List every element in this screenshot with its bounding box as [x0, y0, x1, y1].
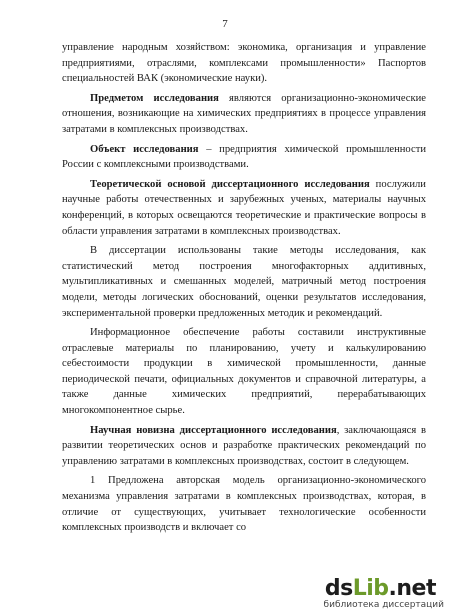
- watermark-subtitle: библиотека диссертаций: [323, 600, 444, 610]
- watermark-logo: [321, 576, 440, 602]
- page-number: 7: [222, 18, 228, 30]
- paragraph-text: послужили научные работы отечественных и зарубежных ученых, материалы научных конференций, в которых освещаются теоретические и практические вопросы в области управления затратами в комплексных производствах.: [62, 178, 426, 237]
- watermark-logo-lib: Lib: [352, 576, 389, 601]
- paragraph: [62, 423, 426, 470]
- paragraph: [62, 177, 426, 239]
- bold-term: Научная новизна диссертационного исследования: [90, 424, 337, 436]
- paragraph: [62, 325, 426, 419]
- paragraph-text: В диссертации использованы такие методы исследования, как статистический метод построения многофакторных аддитивных, мультипликативных и смешанных моделей, матричный метод построения модели, методы логических обоснований, оценки результатов исследования, экспериментальной проверки предложенных методик и рекомендаций.: [62, 245, 426, 319]
- paragraph-text: 1 Предложена авторская модель организационно-экономического механизма управления затратами в комплексных производствах, которая, в отличие от существующих, учитывает технологические особенности комплексных производств и включает со: [62, 475, 426, 534]
- paragraph-text: – предприятия химической промышленности России с комплексными производствами.: [62, 143, 426, 171]
- paragraph: [62, 40, 426, 87]
- paragraph-text: являются организационно-экономические отношения, возникающие на химических предприятиях в процессе управления затратами в комплексных производствах.: [62, 92, 427, 135]
- document-body: [62, 40, 426, 536]
- paragraph: [62, 91, 426, 138]
- bold-term: Объект исследования: [90, 143, 199, 155]
- bold-term: Предметом исследования: [90, 92, 219, 104]
- bold-term: Теоретической основой диссертационного исследования: [90, 178, 370, 190]
- paragraph-text: управление народным хозяйством: экономика, организация и управление предприятиями, отраслями, комплексами промышленности» Паспортов специальностей ВАК (экономические науки).: [62, 42, 426, 85]
- paragraph: [62, 473, 426, 535]
- watermark-logo-ds: ds: [324, 576, 353, 601]
- watermark-logo-net: .net: [388, 576, 436, 601]
- paragraph: [62, 142, 426, 173]
- paragraph-text: , заключающаяся в развитии теоретических основ и разработке практических рекомендаций по управлению затратами в комплексных производствах, состоит в следующем.: [62, 424, 426, 467]
- paragraph-text: Информационное обеспечение работы составили инструктивные отраслевые материалы по планированию, учету и калькулированию себестоимости продукции в химической промышленности, данные периодической печати, официальных документов и справочной литературы, а также данные химических предприятий, перерабатывающих многокомпонентное сырье.: [62, 327, 426, 417]
- paragraph: [62, 243, 426, 321]
